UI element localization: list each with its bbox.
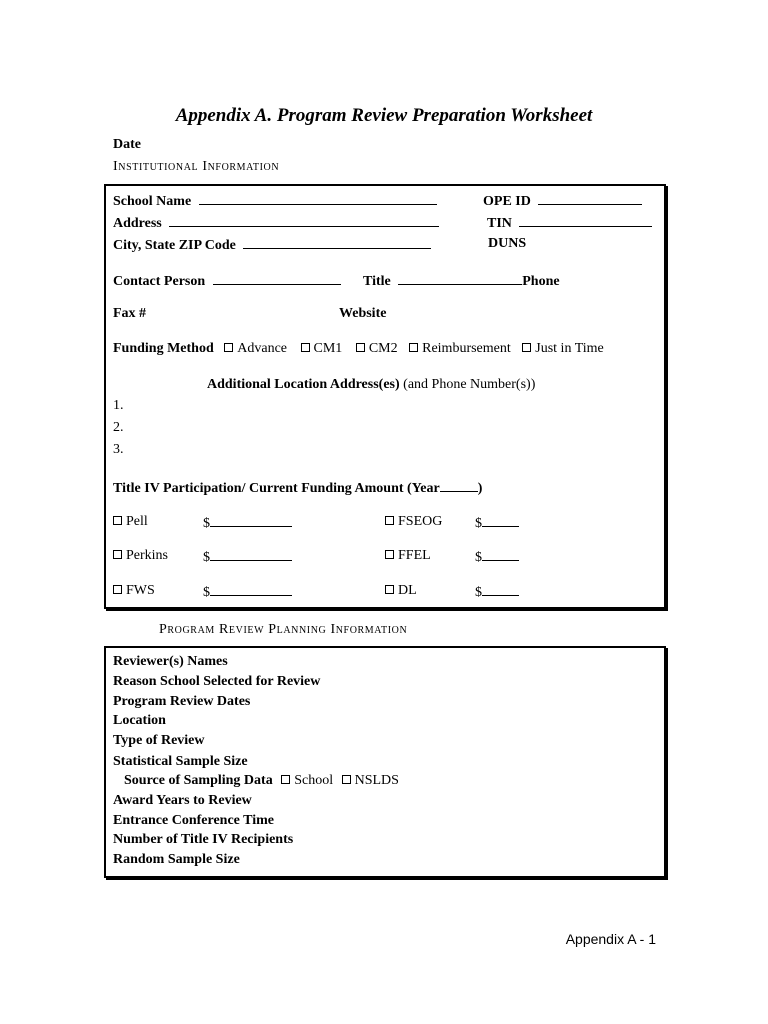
entrance-conference-label: Entrance Conference Time — [113, 813, 274, 828]
award-years-label: Award Years to Review — [113, 793, 252, 808]
fax-label: Fax # — [113, 306, 147, 321]
page-footer: Appendix A - 1 — [565, 931, 656, 947]
city-state-zip-field[interactable] — [113, 236, 431, 254]
source-option-nslds[interactable]: NSLDS — [342, 773, 399, 788]
amount-fseog[interactable]: $ — [475, 514, 519, 532]
amount-fws[interactable]: $ — [203, 583, 292, 601]
funding-option-just-in-time[interactable]: Just in Time — [522, 341, 603, 356]
address-field[interactable] — [113, 214, 439, 232]
tin-label: TIN — [487, 216, 512, 231]
checkbox-icon[interactable] — [113, 550, 122, 559]
date-label: Date — [113, 137, 141, 152]
address-line — [169, 214, 439, 227]
title-label: Title — [363, 274, 391, 289]
checkbox-icon[interactable] — [356, 343, 365, 352]
ope-id-field[interactable] — [483, 192, 642, 210]
random-sample-label: Random Sample Size — [113, 852, 240, 867]
section-planning-heading: Program Review Planning Information — [159, 622, 408, 637]
tin-line — [519, 214, 652, 227]
checkbox-icon[interactable] — [224, 343, 233, 352]
address-label: Address — [113, 216, 162, 231]
section-institutional-heading: Institutional Information — [113, 159, 280, 174]
phone-label: Phone — [522, 274, 560, 289]
page-title: Appendix A. Program Review Preparation Worksheet — [175, 105, 593, 126]
program-fseog[interactable]: FSEOG — [385, 514, 442, 530]
type-of-review-label: Type of Review — [113, 733, 205, 748]
checkbox-icon[interactable] — [342, 775, 351, 784]
year-line — [440, 479, 478, 492]
checkbox-icon[interactable] — [385, 550, 394, 559]
city-state-zip-line — [243, 236, 431, 249]
checkbox-icon[interactable] — [522, 343, 531, 352]
amount-perkins[interactable]: $ — [203, 548, 292, 566]
source-sampling-label: Source of Sampling Data — [124, 773, 273, 788]
funding-option-reimbursement[interactable]: Reimbursement — [409, 341, 511, 356]
checkbox-icon[interactable] — [113, 585, 122, 594]
title-iv-heading[interactable]: Title IV Participation/ Current Funding Amount (Year ) — [113, 481, 483, 496]
contact-person-field[interactable] — [113, 272, 341, 290]
source-option-school[interactable]: School — [281, 773, 333, 788]
reason-label: Reason School Selected for Review — [113, 674, 321, 689]
title-line — [398, 272, 522, 285]
program-ffel[interactable]: FFEL — [385, 548, 431, 564]
school-name-field[interactable] — [113, 192, 437, 210]
funding-option-cm1[interactable]: CM1 — [301, 341, 343, 356]
ope-id-line — [538, 192, 642, 205]
duns-label: DUNS — [488, 236, 527, 251]
school-name-label: School Name — [113, 194, 192, 209]
program-pell[interactable]: Pell — [113, 514, 148, 530]
amount-ffel[interactable]: $ — [475, 548, 519, 566]
checkbox-icon[interactable] — [113, 516, 122, 525]
tin-field[interactable] — [487, 214, 652, 232]
checkbox-icon[interactable] — [385, 516, 394, 525]
sample-size-label: Statistical Sample Size — [113, 754, 248, 769]
contact-person-label: Contact Person — [113, 274, 206, 289]
funding-option-advance[interactable]: Advance — [224, 341, 287, 356]
review-dates-label: Program Review Dates — [113, 694, 251, 709]
ope-id-label: OPE ID — [483, 194, 531, 209]
funding-method-label: Funding Method — [113, 341, 214, 356]
reviewers-label: Reviewer(s) Names — [113, 654, 228, 669]
location-number-2: 2. — [113, 420, 124, 435]
source-sampling-row — [124, 773, 399, 789]
recipients-label: Number of Title IV Recipients — [113, 832, 294, 847]
checkbox-icon[interactable] — [301, 343, 310, 352]
funding-method-row — [113, 341, 604, 357]
checkbox-icon[interactable] — [281, 775, 290, 784]
checkbox-icon[interactable] — [409, 343, 418, 352]
title-phone-field[interactable] — [363, 272, 560, 290]
location-number-1: 1. — [113, 398, 124, 413]
location-number-3: 3. — [113, 442, 124, 457]
contact-person-line — [213, 272, 341, 285]
location-label: Location — [113, 713, 166, 728]
additional-location-heading: Additional Location Address(es) (and Phone Number(s)) — [207, 377, 536, 392]
program-fws[interactable]: FWS — [113, 583, 155, 599]
checkbox-icon[interactable] — [385, 585, 394, 594]
program-dl[interactable]: DL — [385, 583, 417, 599]
school-name-line — [199, 192, 437, 205]
amount-dl[interactable]: $ — [475, 583, 519, 601]
program-perkins[interactable]: Perkins — [113, 548, 168, 564]
city-state-zip-label: City, State ZIP Code — [113, 238, 236, 253]
website-label: Website — [339, 306, 387, 321]
funding-option-cm2[interactable]: CM2 — [356, 341, 398, 356]
amount-pell[interactable]: $ — [203, 514, 292, 532]
